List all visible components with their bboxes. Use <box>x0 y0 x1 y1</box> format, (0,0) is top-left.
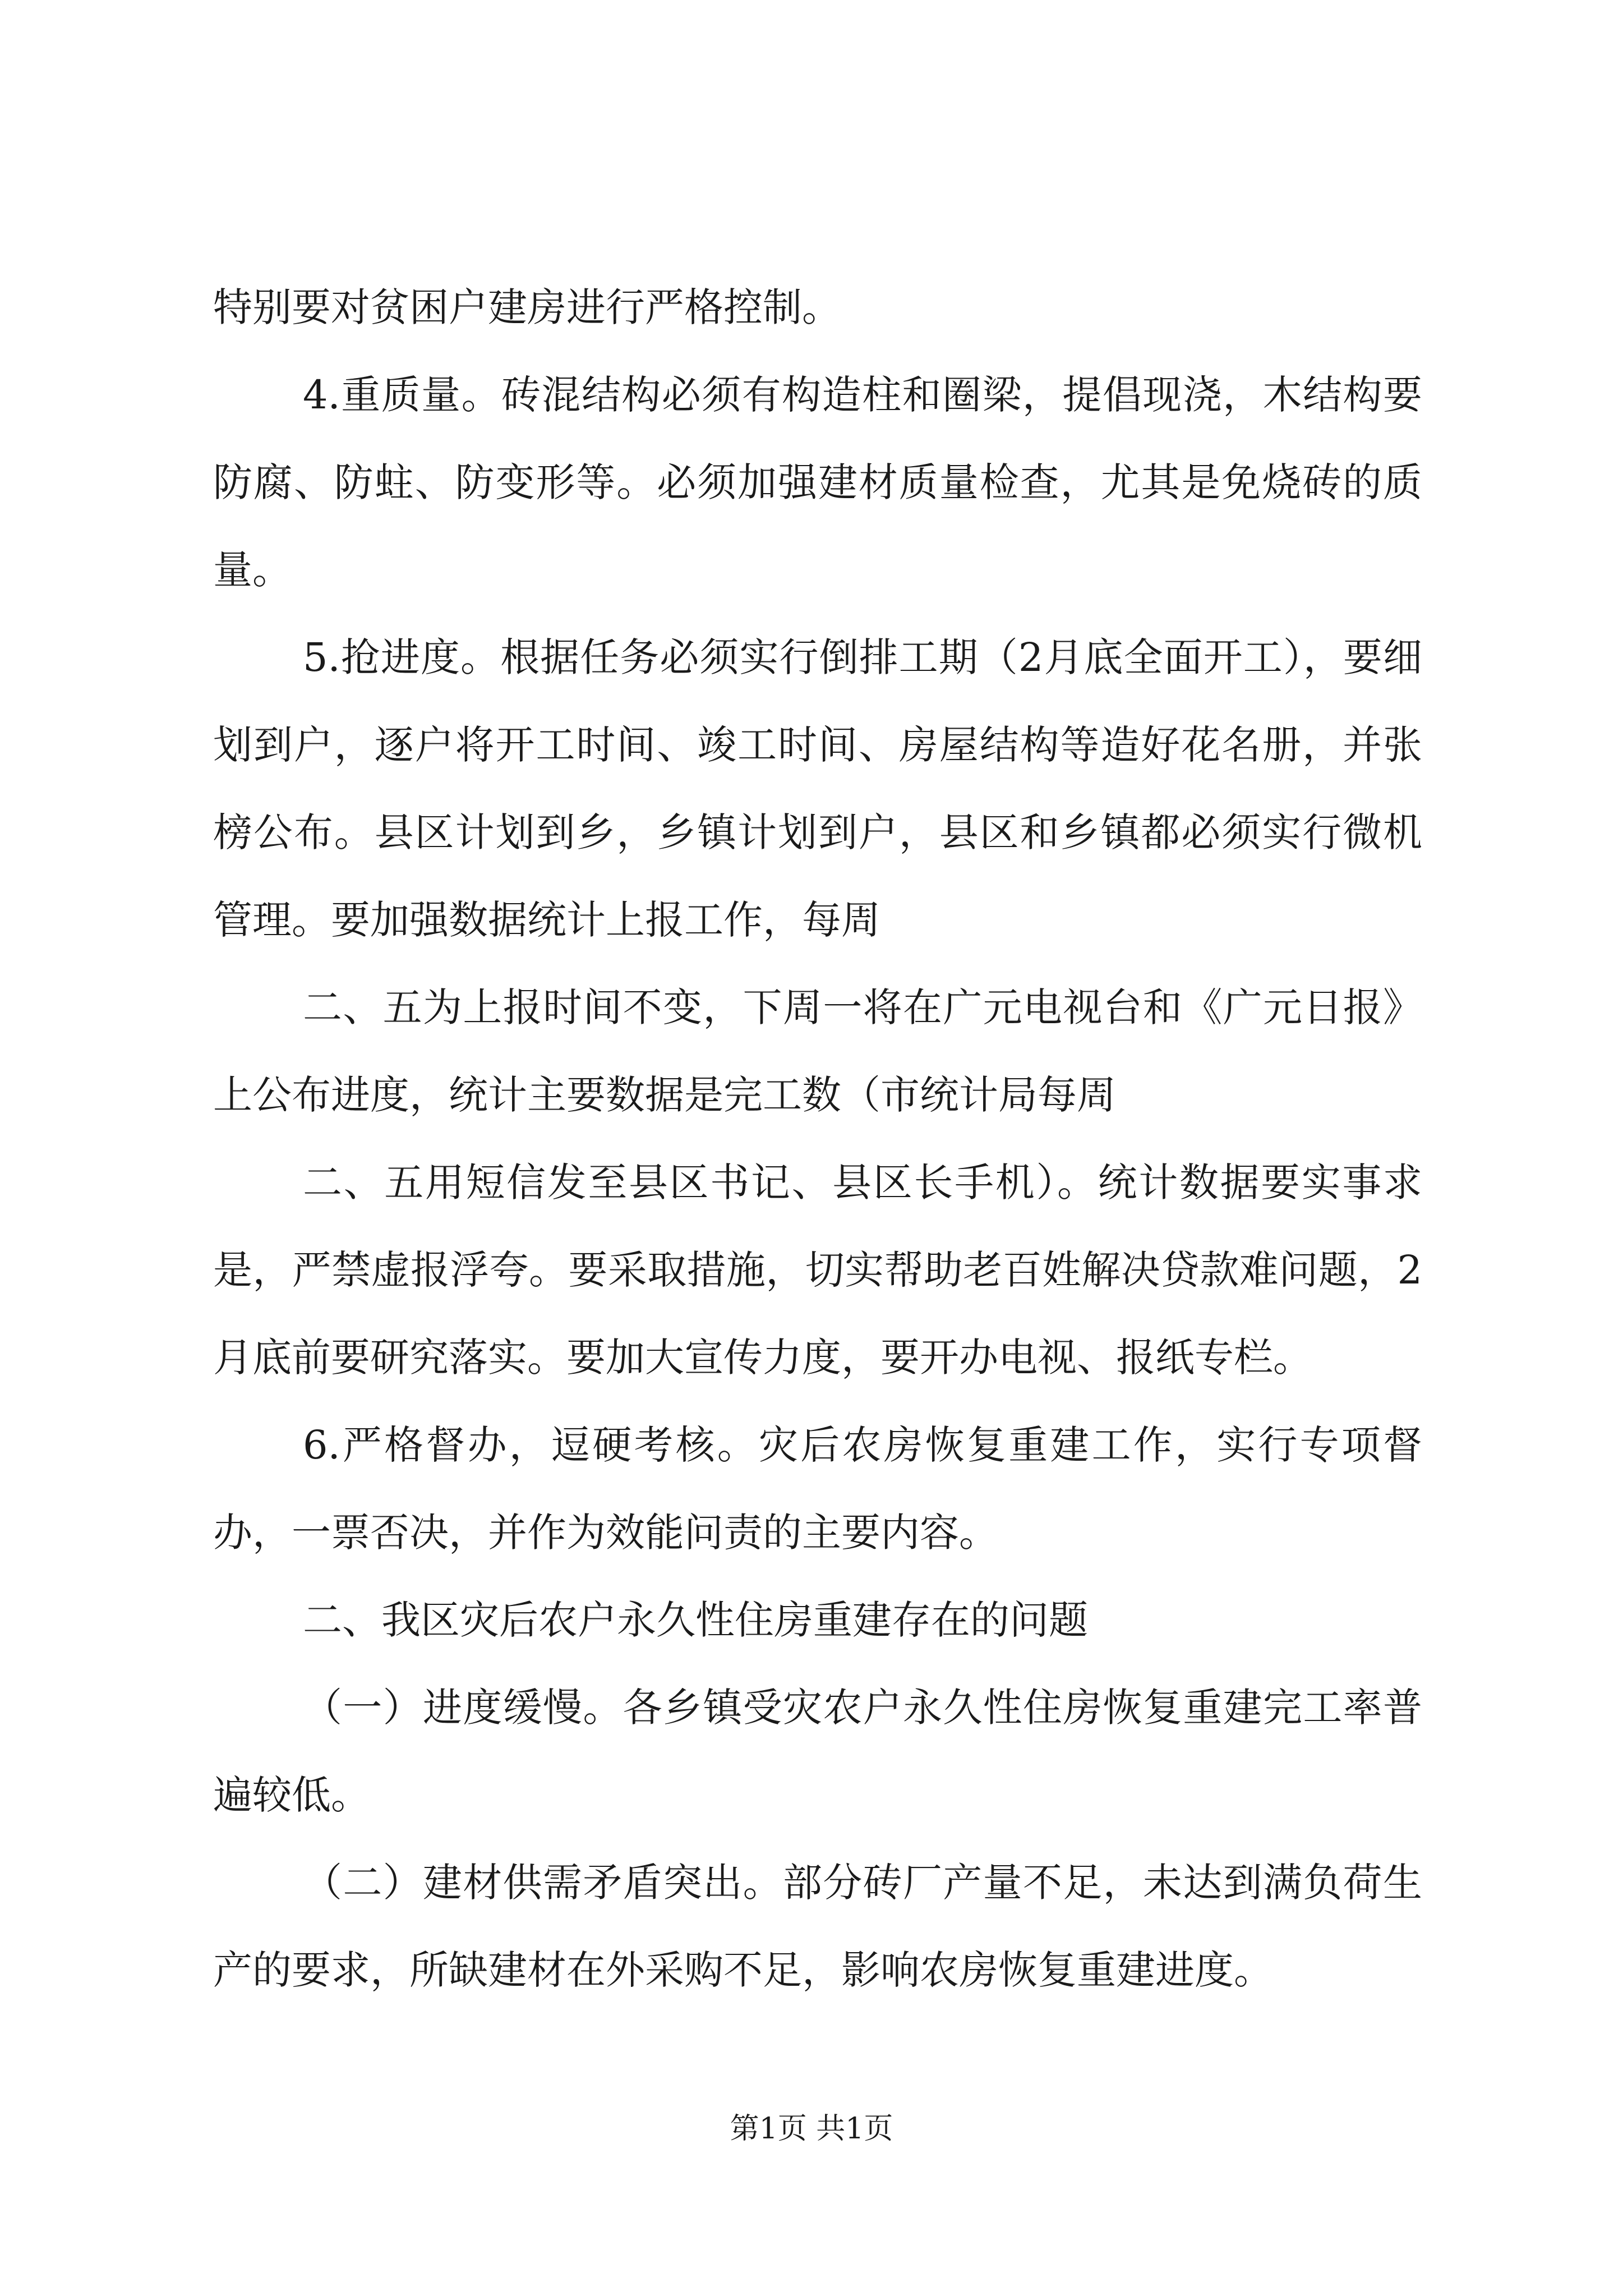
paragraph: 二、五用短信发至县区书记、县区长手机）。统计数据要实事求是，严禁虚报浮夸。要采取措施，切实帮助老百姓解决贷款难问题，2月底前要研究落实。要加大宣传力度，要开办电视、报纸专栏。 <box>213 1159 1422 1381</box>
paragraph: 6.严格督办，逗硬考核。灾后农房恢复重建工作，实行专项督办，一票否决，并作为效能问责的主要内容。 <box>213 1422 1422 1556</box>
paragraph: （一）进度缓慢。各乡镇受灾农户永久性住房恢复重建完工率普遍较低。 <box>213 1685 1422 1818</box>
paragraph: 特别要对贫困户建房进行严格控制。 <box>213 284 841 330</box>
paragraph: 4.重质量。砖混结构必须有构造柱和圈梁，提倡现浇，木结构要防腐、防蛀、防变形等。必须加强建材质量检查，尤其是免烧砖的质量。 <box>213 372 1422 593</box>
paragraph: 二、五为上报时间不变，下周一将在广元电视台和《广元日报》上公布进度，统计主要数据是完工数（市统计局每周 <box>213 984 1422 1118</box>
section-heading: 二、我区灾后农户永久性住房重建存在的问题 <box>303 1597 1088 1643</box>
document-body <box>213 264 1422 2014</box>
paragraph: （二）建材供需矛盾突出。部分砖厂产量不足，未达到满负荷生产的要求，所缺建材在外采购不足，影响农房恢复重建进度。 <box>213 1860 1422 1993</box>
page-footer: 第1页 共1页 <box>730 2112 893 2146</box>
paragraph: 5.抢进度。根据任务必须实行倒排工期（2月底全面开工），要细划到户，逐户将开工时间、竣工时间、房屋结构等造好花名册，并张榜公布。县区计划到乡，乡镇计划到户，县区和乡镇都必须实行微机管理。要加强数据统计上报工作，每周 <box>213 634 1422 943</box>
